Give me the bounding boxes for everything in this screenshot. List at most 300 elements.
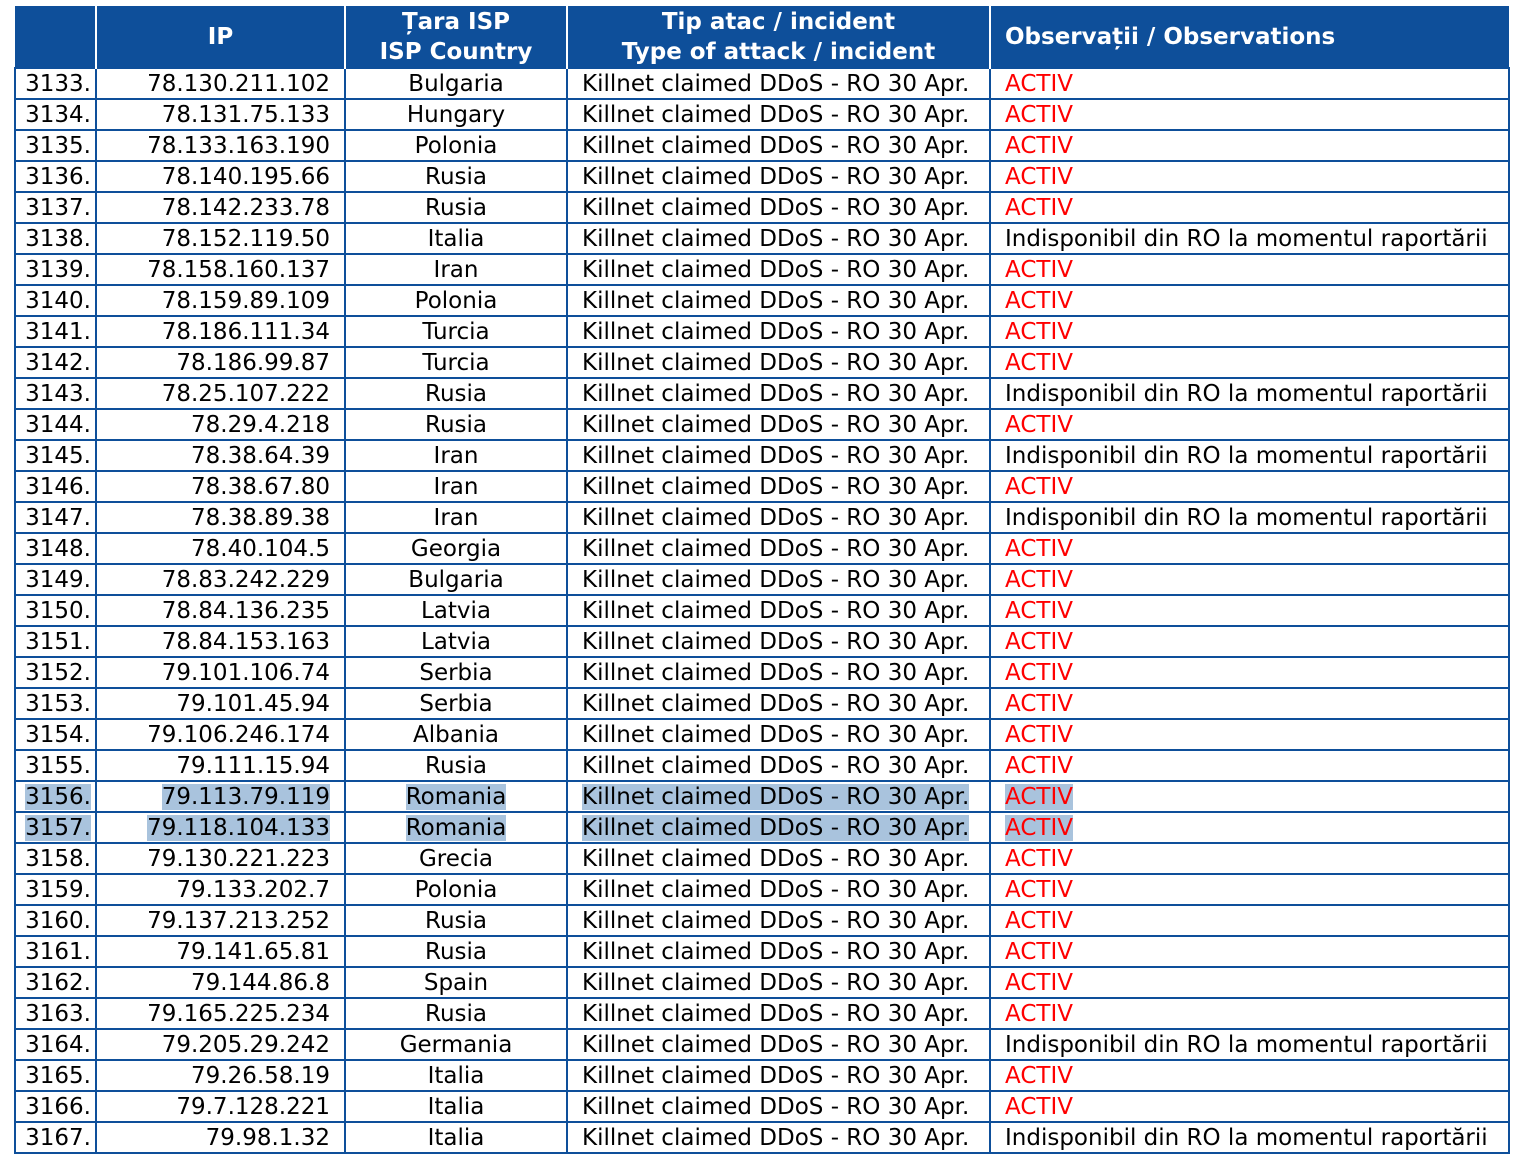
- isp-country-cell: [345, 936, 567, 967]
- attack-type-cell: [567, 781, 990, 812]
- ip-address: 78.142.233.78: [161, 194, 330, 221]
- row-number-cell: [15, 192, 96, 223]
- isp-country-cell: [345, 812, 567, 843]
- isp-country: Polonia: [414, 132, 498, 159]
- row-number: 3162.: [25, 969, 91, 996]
- attack-type: Killnet claimed DDoS - RO 30 Apr.: [582, 969, 970, 996]
- ip-address-cell: [96, 967, 345, 998]
- ip-address-cell: [96, 440, 345, 471]
- observation: ACTIV: [1005, 659, 1073, 686]
- observation-cell: [990, 843, 1509, 874]
- isp-country: Latvia: [420, 628, 492, 655]
- row-number: 3147.: [25, 504, 91, 531]
- observation-cell: [990, 1060, 1509, 1091]
- ip-address-cell: [96, 1060, 345, 1091]
- ip-address: 79.106.246.174: [147, 721, 330, 748]
- attack-type-cell: [567, 564, 990, 595]
- ip-address: 78.133.163.190: [147, 132, 330, 159]
- ip-address-cell: [96, 192, 345, 223]
- observation-cell: [990, 874, 1509, 905]
- isp-country: Rusia: [425, 938, 487, 965]
- isp-country: Italia: [427, 225, 485, 252]
- attack-type: Killnet claimed DDoS - RO 30 Apr.: [582, 566, 970, 593]
- isp-country: Bulgaria: [408, 70, 504, 97]
- ip-address-cell: [96, 471, 345, 502]
- observation: ACTIV: [1005, 194, 1073, 221]
- attack-type-cell: [567, 99, 990, 130]
- ip-address: 78.186.99.87: [176, 349, 330, 376]
- table-row: [15, 378, 1509, 409]
- attack-type-cell: [567, 719, 990, 750]
- observation: Indisponibil din RO la momentul raportării: [1005, 442, 1488, 469]
- attack-type-cell: [567, 161, 990, 192]
- ip-address-cell: [96, 99, 345, 130]
- attack-type: Killnet claimed DDoS - RO 30 Apr.: [582, 411, 970, 438]
- isp-country: Italia: [427, 1124, 485, 1151]
- table-header: [15, 6, 1509, 68]
- isp-country: Rusia: [425, 194, 487, 221]
- table-row: [15, 781, 1509, 812]
- ip-address-cell: [96, 781, 345, 812]
- observation: Indisponibil din RO la momentul raportării: [1005, 1124, 1488, 1151]
- attack-type-cell: [567, 68, 990, 99]
- isp-country-cell: [345, 223, 567, 254]
- isp-country: Rusia: [425, 907, 487, 934]
- observation-cell: [990, 192, 1509, 223]
- row-number-cell: [15, 1029, 96, 1060]
- attack-type: Killnet claimed DDoS - RO 30 Apr.: [582, 597, 970, 624]
- ip-address-cell: [96, 812, 345, 843]
- ip-address: 78.38.89.38: [191, 504, 330, 531]
- table-row: [15, 750, 1509, 781]
- row-number-cell: [15, 161, 96, 192]
- observation: Indisponibil din RO la momentul raportării: [1005, 225, 1488, 252]
- table-row: [15, 874, 1509, 905]
- isp-country: Iran: [433, 473, 479, 500]
- header-type-en: Type of attack / incident: [621, 38, 936, 65]
- observation: ACTIV: [1005, 628, 1073, 655]
- ip-address: 79.118.104.133: [147, 814, 330, 841]
- ip-address: 79.26.58.19: [191, 1062, 330, 1089]
- attack-type-cell: [567, 1029, 990, 1060]
- ip-address-cell: [96, 409, 345, 440]
- ip-address: 78.152.119.50: [161, 225, 330, 252]
- isp-country: Iran: [433, 442, 479, 469]
- ip-address: 78.131.75.133: [161, 101, 330, 128]
- row-number-cell: [15, 316, 96, 347]
- isp-country: Grecia: [418, 845, 494, 872]
- row-number: 3134.: [25, 101, 91, 128]
- isp-country-cell: [345, 657, 567, 688]
- table-row: [15, 440, 1509, 471]
- header-type: [567, 6, 990, 68]
- observation: Indisponibil din RO la momentul raportării: [1005, 1031, 1488, 1058]
- row-number: 3144.: [25, 411, 91, 438]
- observation-cell: [990, 68, 1509, 99]
- attack-type: Killnet claimed DDoS - RO 30 Apr.: [582, 721, 970, 748]
- isp-country: Italia: [427, 1062, 485, 1089]
- observation-cell: [990, 595, 1509, 626]
- observation-cell: [990, 378, 1509, 409]
- table-row: [15, 223, 1509, 254]
- ip-address: 78.38.67.80: [191, 473, 330, 500]
- observation: ACTIV: [1005, 845, 1073, 872]
- ip-address-cell: [96, 998, 345, 1029]
- observation: ACTIV: [1005, 411, 1073, 438]
- table-body: [15, 68, 1509, 1153]
- isp-country: Rusia: [425, 411, 487, 438]
- row-number-cell: [15, 874, 96, 905]
- row-number: 3154.: [25, 721, 91, 748]
- attack-type: Killnet claimed DDoS - RO 30 Apr.: [582, 101, 970, 128]
- row-number-cell: [15, 998, 96, 1029]
- row-number-cell: [15, 440, 96, 471]
- attack-type-cell: [567, 1091, 990, 1122]
- attack-type: Killnet claimed DDoS - RO 30 Apr.: [582, 132, 970, 159]
- isp-country-cell: [345, 68, 567, 99]
- observation-cell: [990, 719, 1509, 750]
- row-number-cell: [15, 905, 96, 936]
- observation: ACTIV: [1005, 721, 1073, 748]
- observation: ACTIV: [1005, 566, 1073, 593]
- isp-country-cell: [345, 781, 567, 812]
- observation: ACTIV: [1005, 318, 1073, 345]
- observation-cell: [990, 533, 1509, 564]
- row-number: 3164.: [25, 1031, 91, 1058]
- row-number-cell: [15, 1122, 96, 1153]
- ip-address-cell: [96, 68, 345, 99]
- ip-address-cell: [96, 750, 345, 781]
- observation: ACTIV: [1005, 349, 1073, 376]
- ip-address-cell: [96, 502, 345, 533]
- observation: ACTIV: [1005, 597, 1073, 624]
- attack-type-cell: [567, 688, 990, 719]
- attack-type-cell: [567, 750, 990, 781]
- header-observations-label: Observații / Observations: [1005, 23, 1336, 50]
- table-row: [15, 905, 1509, 936]
- row-number: 3148.: [25, 535, 91, 562]
- row-number: 3156.: [25, 783, 91, 810]
- isp-country-cell: [345, 1122, 567, 1153]
- isp-country-cell: [345, 967, 567, 998]
- ip-address: 79.101.106.74: [161, 659, 330, 686]
- observation: ACTIV: [1005, 535, 1073, 562]
- observation-cell: [990, 781, 1509, 812]
- row-number: 3133.: [25, 70, 91, 97]
- attack-type: Killnet claimed DDoS - RO 30 Apr.: [582, 752, 970, 779]
- isp-country: Polonia: [414, 287, 498, 314]
- isp-country-cell: [345, 99, 567, 130]
- row-number: 3150.: [25, 597, 91, 624]
- row-number-cell: [15, 812, 96, 843]
- attack-type: Killnet claimed DDoS - RO 30 Apr.: [582, 659, 970, 686]
- ip-address: 78.130.211.102: [147, 70, 330, 97]
- table-row: [15, 564, 1509, 595]
- table-row: [15, 502, 1509, 533]
- row-number: 3155.: [25, 752, 91, 779]
- table-row: [15, 1122, 1509, 1153]
- isp-country: Rusia: [425, 752, 487, 779]
- observation: ACTIV: [1005, 783, 1073, 810]
- attack-type-cell: [567, 130, 990, 161]
- isp-country: Serbia: [419, 690, 493, 717]
- isp-country-cell: [345, 874, 567, 905]
- isp-country: Polonia: [414, 876, 498, 903]
- row-number-cell: [15, 781, 96, 812]
- attack-type: Killnet claimed DDoS - RO 30 Apr.: [582, 225, 970, 252]
- row-number-cell: [15, 719, 96, 750]
- row-number: 3165.: [25, 1062, 91, 1089]
- isp-country: Iran: [433, 504, 479, 531]
- isp-country-cell: [345, 564, 567, 595]
- observation-cell: [990, 998, 1509, 1029]
- isp-country: Rusia: [425, 1000, 487, 1027]
- row-number-cell: [15, 1091, 96, 1122]
- observation: ACTIV: [1005, 907, 1073, 934]
- attack-type: Killnet claimed DDoS - RO 30 Apr.: [582, 907, 970, 934]
- table-row: [15, 130, 1509, 161]
- ip-address: 78.140.195.66: [161, 163, 330, 190]
- table-row: [15, 285, 1509, 316]
- isp-country: Romania: [405, 783, 507, 810]
- isp-country-cell: [345, 285, 567, 316]
- observation-cell: [990, 967, 1509, 998]
- row-number: 3142.: [25, 349, 91, 376]
- ip-address-cell: [96, 316, 345, 347]
- ip-address-cell: [96, 378, 345, 409]
- row-number-cell: [15, 378, 96, 409]
- ip-address-cell: [96, 564, 345, 595]
- attack-type: Killnet claimed DDoS - RO 30 Apr.: [582, 535, 970, 562]
- observation: Indisponibil din RO la momentul raportării: [1005, 504, 1488, 531]
- row-number: 3152.: [25, 659, 91, 686]
- attack-type-cell: [567, 378, 990, 409]
- isp-country-cell: [345, 1060, 567, 1091]
- ip-address: 79.137.213.252: [147, 907, 330, 934]
- attack-type: Killnet claimed DDoS - RO 30 Apr.: [582, 938, 970, 965]
- observation-cell: [990, 254, 1509, 285]
- attack-type: Killnet claimed DDoS - RO 30 Apr.: [582, 442, 970, 469]
- row-number-cell: [15, 99, 96, 130]
- isp-country-cell: [345, 502, 567, 533]
- attack-type-cell: [567, 440, 990, 471]
- table-row: [15, 1060, 1509, 1091]
- row-number-cell: [15, 657, 96, 688]
- observation: ACTIV: [1005, 938, 1073, 965]
- attack-type-cell: [567, 905, 990, 936]
- observation: ACTIV: [1005, 101, 1073, 128]
- ip-address-cell: [96, 1122, 345, 1153]
- observation-cell: [990, 161, 1509, 192]
- row-number: 3138.: [25, 225, 91, 252]
- row-number-cell: [15, 533, 96, 564]
- row-number: 3149.: [25, 566, 91, 593]
- isp-country: Turcia: [422, 349, 490, 376]
- header-observations: [990, 6, 1509, 68]
- row-number-cell: [15, 967, 96, 998]
- table-row: [15, 967, 1509, 998]
- table-row: [15, 595, 1509, 626]
- observation: Indisponibil din RO la momentul raportării: [1005, 380, 1488, 407]
- attack-type-cell: [567, 843, 990, 874]
- ip-address: 79.98.1.32: [205, 1124, 330, 1151]
- isp-country: Hungary: [406, 101, 506, 128]
- ip-address: 79.205.29.242: [161, 1031, 330, 1058]
- isp-country: Iran: [433, 256, 479, 283]
- ip-address: 78.84.136.235: [161, 597, 330, 624]
- attack-type: Killnet claimed DDoS - RO 30 Apr.: [582, 783, 970, 810]
- attack-type-cell: [567, 409, 990, 440]
- header-ip-label: IP: [207, 23, 234, 50]
- row-number-cell: [15, 688, 96, 719]
- table-row: [15, 812, 1509, 843]
- attack-type: Killnet claimed DDoS - RO 30 Apr.: [582, 814, 970, 841]
- attack-type: Killnet claimed DDoS - RO 30 Apr.: [582, 504, 970, 531]
- isp-country-cell: [345, 471, 567, 502]
- observation-cell: [990, 285, 1509, 316]
- attack-type-cell: [567, 626, 990, 657]
- ip-address: 78.83.242.229: [161, 566, 330, 593]
- row-number-cell: [15, 471, 96, 502]
- ip-address: 79.101.45.94: [176, 690, 330, 717]
- table-row: [15, 719, 1509, 750]
- ip-address-cell: [96, 347, 345, 378]
- attack-type: Killnet claimed DDoS - RO 30 Apr.: [582, 256, 970, 283]
- ip-address: 78.40.104.5: [191, 535, 330, 562]
- observation-cell: [990, 657, 1509, 688]
- row-number-cell: [15, 130, 96, 161]
- header-number: [15, 6, 96, 68]
- isp-country: Rusia: [425, 163, 487, 190]
- observation: ACTIV: [1005, 473, 1073, 500]
- table-row: [15, 998, 1509, 1029]
- observation: ACTIV: [1005, 287, 1073, 314]
- table-row: [15, 347, 1509, 378]
- attack-type: Killnet claimed DDoS - RO 30 Apr.: [582, 380, 970, 407]
- isp-country-cell: [345, 905, 567, 936]
- table-row: [15, 657, 1509, 688]
- ip-address-cell: [96, 874, 345, 905]
- row-number: 3161.: [25, 938, 91, 965]
- observation: ACTIV: [1005, 969, 1073, 996]
- row-number: 3159.: [25, 876, 91, 903]
- ip-address-cell: [96, 1091, 345, 1122]
- isp-country-cell: [345, 750, 567, 781]
- isp-country: Rusia: [425, 380, 487, 407]
- row-number: 3158.: [25, 845, 91, 872]
- row-number-cell: [15, 564, 96, 595]
- attack-type: Killnet claimed DDoS - RO 30 Apr.: [582, 1124, 970, 1151]
- attack-type-cell: [567, 657, 990, 688]
- table-row: [15, 409, 1509, 440]
- attack-type-cell: [567, 1122, 990, 1153]
- isp-country-cell: [345, 161, 567, 192]
- row-number: 3145.: [25, 442, 91, 469]
- attack-type-cell: [567, 223, 990, 254]
- observation-cell: [990, 99, 1509, 130]
- observation-cell: [990, 223, 1509, 254]
- ip-address: 79.7.128.221: [176, 1093, 330, 1120]
- ip-address: 78.25.107.222: [161, 380, 330, 407]
- isp-country: Romania: [405, 814, 507, 841]
- isp-country-cell: [345, 533, 567, 564]
- row-number: 3139.: [25, 256, 91, 283]
- observation-cell: [990, 1122, 1509, 1153]
- isp-country-cell: [345, 409, 567, 440]
- attack-type-cell: [567, 998, 990, 1029]
- attack-type: Killnet claimed DDoS - RO 30 Apr.: [582, 1000, 970, 1027]
- table-row: [15, 254, 1509, 285]
- ip-address-cell: [96, 626, 345, 657]
- attack-type: Killnet claimed DDoS - RO 30 Apr.: [582, 876, 970, 903]
- table-row: [15, 1091, 1509, 1122]
- attack-type-cell: [567, 874, 990, 905]
- ip-address: 78.29.4.218: [191, 411, 330, 438]
- isp-country-cell: [345, 998, 567, 1029]
- ip-address: 79.133.202.7: [176, 876, 330, 903]
- isp-country-cell: [345, 254, 567, 285]
- observation: ACTIV: [1005, 1000, 1073, 1027]
- attack-type: Killnet claimed DDoS - RO 30 Apr.: [582, 287, 970, 314]
- isp-country-cell: [345, 719, 567, 750]
- row-number: 3153.: [25, 690, 91, 717]
- header-country-ro: Țara ISP: [401, 8, 511, 35]
- header-type-ro: Tip atac / incident: [661, 8, 896, 35]
- isp-country: Bulgaria: [408, 566, 504, 593]
- isp-country-cell: [345, 130, 567, 161]
- attack-type: Killnet claimed DDoS - RO 30 Apr.: [582, 1031, 970, 1058]
- observation: ACTIV: [1005, 256, 1073, 283]
- ip-address-cell: [96, 533, 345, 564]
- observation: ACTIV: [1005, 814, 1073, 841]
- ip-address-cell: [96, 657, 345, 688]
- row-number: 3157.: [25, 814, 91, 841]
- ip-address-cell: [96, 1029, 345, 1060]
- attack-type-cell: [567, 285, 990, 316]
- attack-type-cell: [567, 936, 990, 967]
- ip-address-cell: [96, 130, 345, 161]
- isp-country-cell: [345, 1091, 567, 1122]
- header-row: [15, 6, 1509, 68]
- isp-country-cell: [345, 1029, 567, 1060]
- ip-address: 79.111.15.94: [176, 752, 330, 779]
- observation-cell: [990, 564, 1509, 595]
- table-row: [15, 1029, 1509, 1060]
- table-row: [15, 626, 1509, 657]
- row-number: 3141.: [25, 318, 91, 345]
- ip-address: 79.144.86.8: [191, 969, 330, 996]
- observation: ACTIV: [1005, 1062, 1073, 1089]
- row-number-cell: [15, 936, 96, 967]
- observation-cell: [990, 130, 1509, 161]
- row-number: 3137.: [25, 194, 91, 221]
- ip-address: 79.113.79.119: [161, 783, 330, 810]
- row-number-cell: [15, 409, 96, 440]
- attack-type-cell: [567, 812, 990, 843]
- ip-address-cell: [96, 719, 345, 750]
- row-number: 3146.: [25, 473, 91, 500]
- attack-type: Killnet claimed DDoS - RO 30 Apr.: [582, 349, 970, 376]
- isp-country-cell: [345, 843, 567, 874]
- observation-cell: [990, 936, 1509, 967]
- table-row: [15, 936, 1509, 967]
- isp-country-cell: [345, 192, 567, 223]
- table-row: [15, 533, 1509, 564]
- isp-country: Serbia: [419, 659, 493, 686]
- observation-cell: [990, 409, 1509, 440]
- isp-country-cell: [345, 626, 567, 657]
- observation-cell: [990, 812, 1509, 843]
